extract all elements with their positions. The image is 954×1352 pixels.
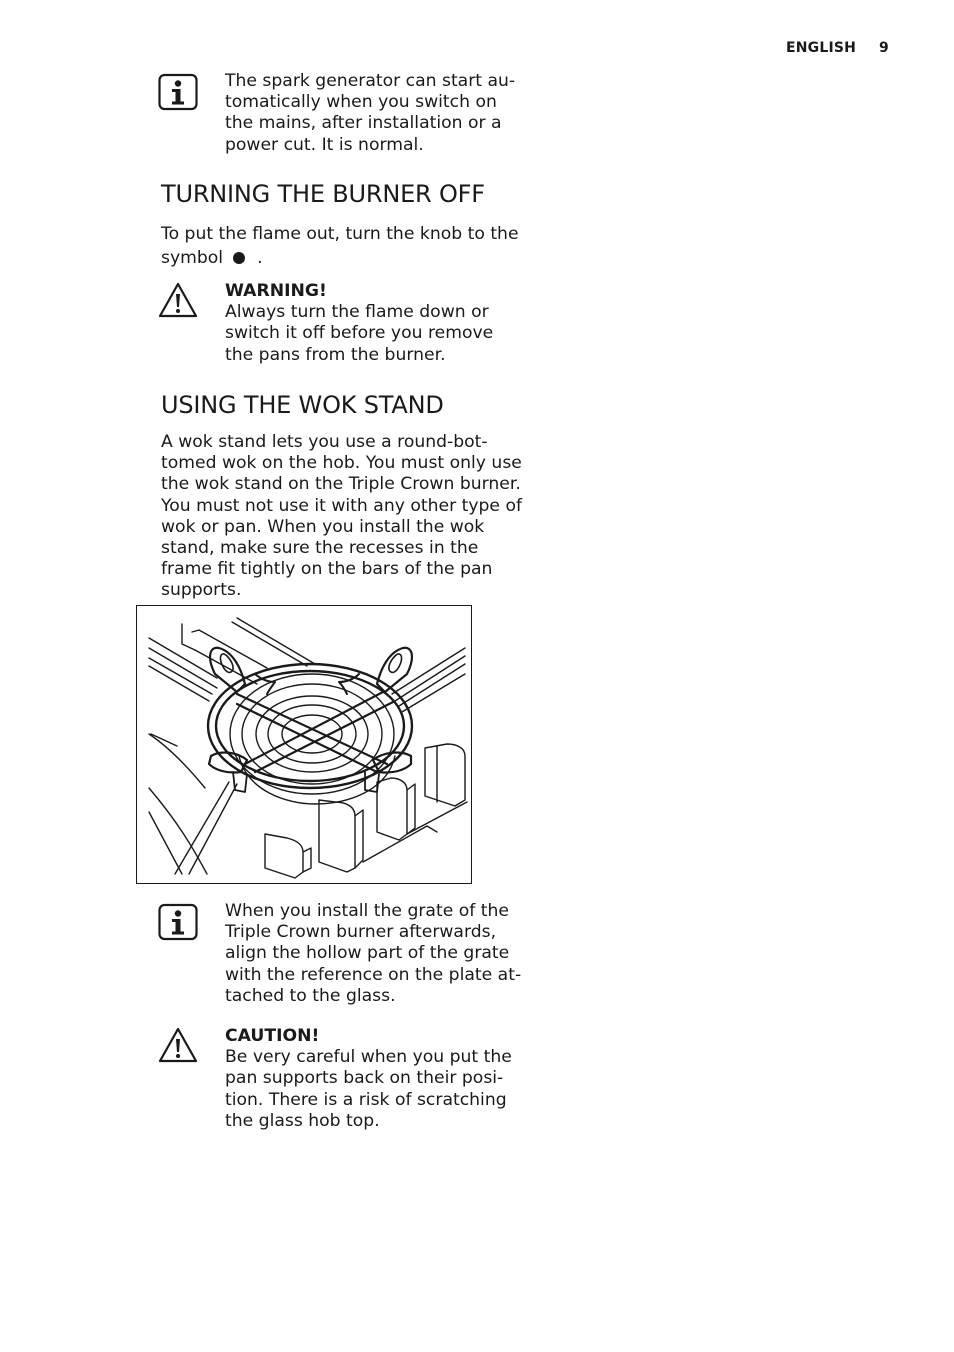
caution-label: CAUTION! [225,1026,320,1046]
text-line: To put the flame out, turn the knob to the [161,224,519,244]
info-note-grate [158,901,528,1011]
info-note-spark [158,71,528,161]
text-line: Always turn the flame down or [225,302,489,323]
text-line: supports. [161,580,242,601]
text-line: wok or pan. When you install the wok [161,516,485,537]
text-line: Be very careful when you put the [225,1047,512,1068]
period: . [257,248,263,268]
text-line: power cut. It is normal. [225,134,424,155]
info-icon [158,73,198,111]
warning-triangle-icon [158,1026,198,1064]
text-line: tomed wok on the hob. You must only use [161,453,522,474]
text-line: the wok stand on the Triple Crown burner. [161,474,521,495]
language-label: ENGLISH [786,40,857,56]
info-note-text [225,71,525,156]
text-line: switch it off before you remove [225,323,494,344]
warning-label: WARNING! [225,281,327,301]
text-line: tached to the glass. [225,985,396,1006]
warning-triangle-icon [158,281,198,319]
wok-stand-figure [136,605,472,884]
page-header [0,38,954,58]
section-title-burner-off: TURNING THE BURNER OFF [161,180,485,208]
wok-stand-illustration [137,606,471,883]
text-line: tomatically when you switch on [225,92,497,113]
text-line: tion. There is a risk of scratching [225,1089,507,1110]
text-line: stand, make sure the recesses in the [161,538,479,559]
text-line [161,246,521,270]
wok-stand-paragraph [161,432,521,602]
text-line: the glass hob top. [225,1110,380,1131]
info-icon [158,903,198,941]
text-line: frame fit tightly on the bars of the pan [161,559,493,580]
burner-off-paragraph [161,222,521,270]
caution-text [225,1026,525,1132]
text-line: the mains, after installation or a [225,113,502,134]
page-number: 9 [879,40,889,56]
filled-circle-icon [233,252,245,264]
text-line: with the reference on the plate at- [225,964,522,985]
text-line: pan supports back on their posi- [225,1068,504,1089]
warning-text [225,281,525,366]
section-title-wok-stand: USING THE WOK STAND [161,391,444,419]
text-line: You must not use it with any other type of [161,495,523,516]
symbol-word: symbol [161,248,224,268]
text-line: A wok stand lets you use a round-bot- [161,432,488,452]
text-line: the pans from the burner. [225,344,446,365]
caution-note [158,1026,528,1136]
text-line: When you install the grate of the [225,901,509,921]
text-line: The spark generator can start au- [225,71,516,91]
info-note-text [225,901,525,1007]
warning-note [158,281,528,371]
text-line: Triple Crown burner afterwards, [225,922,497,943]
text-line: align the hollow part of the grate [225,943,510,964]
